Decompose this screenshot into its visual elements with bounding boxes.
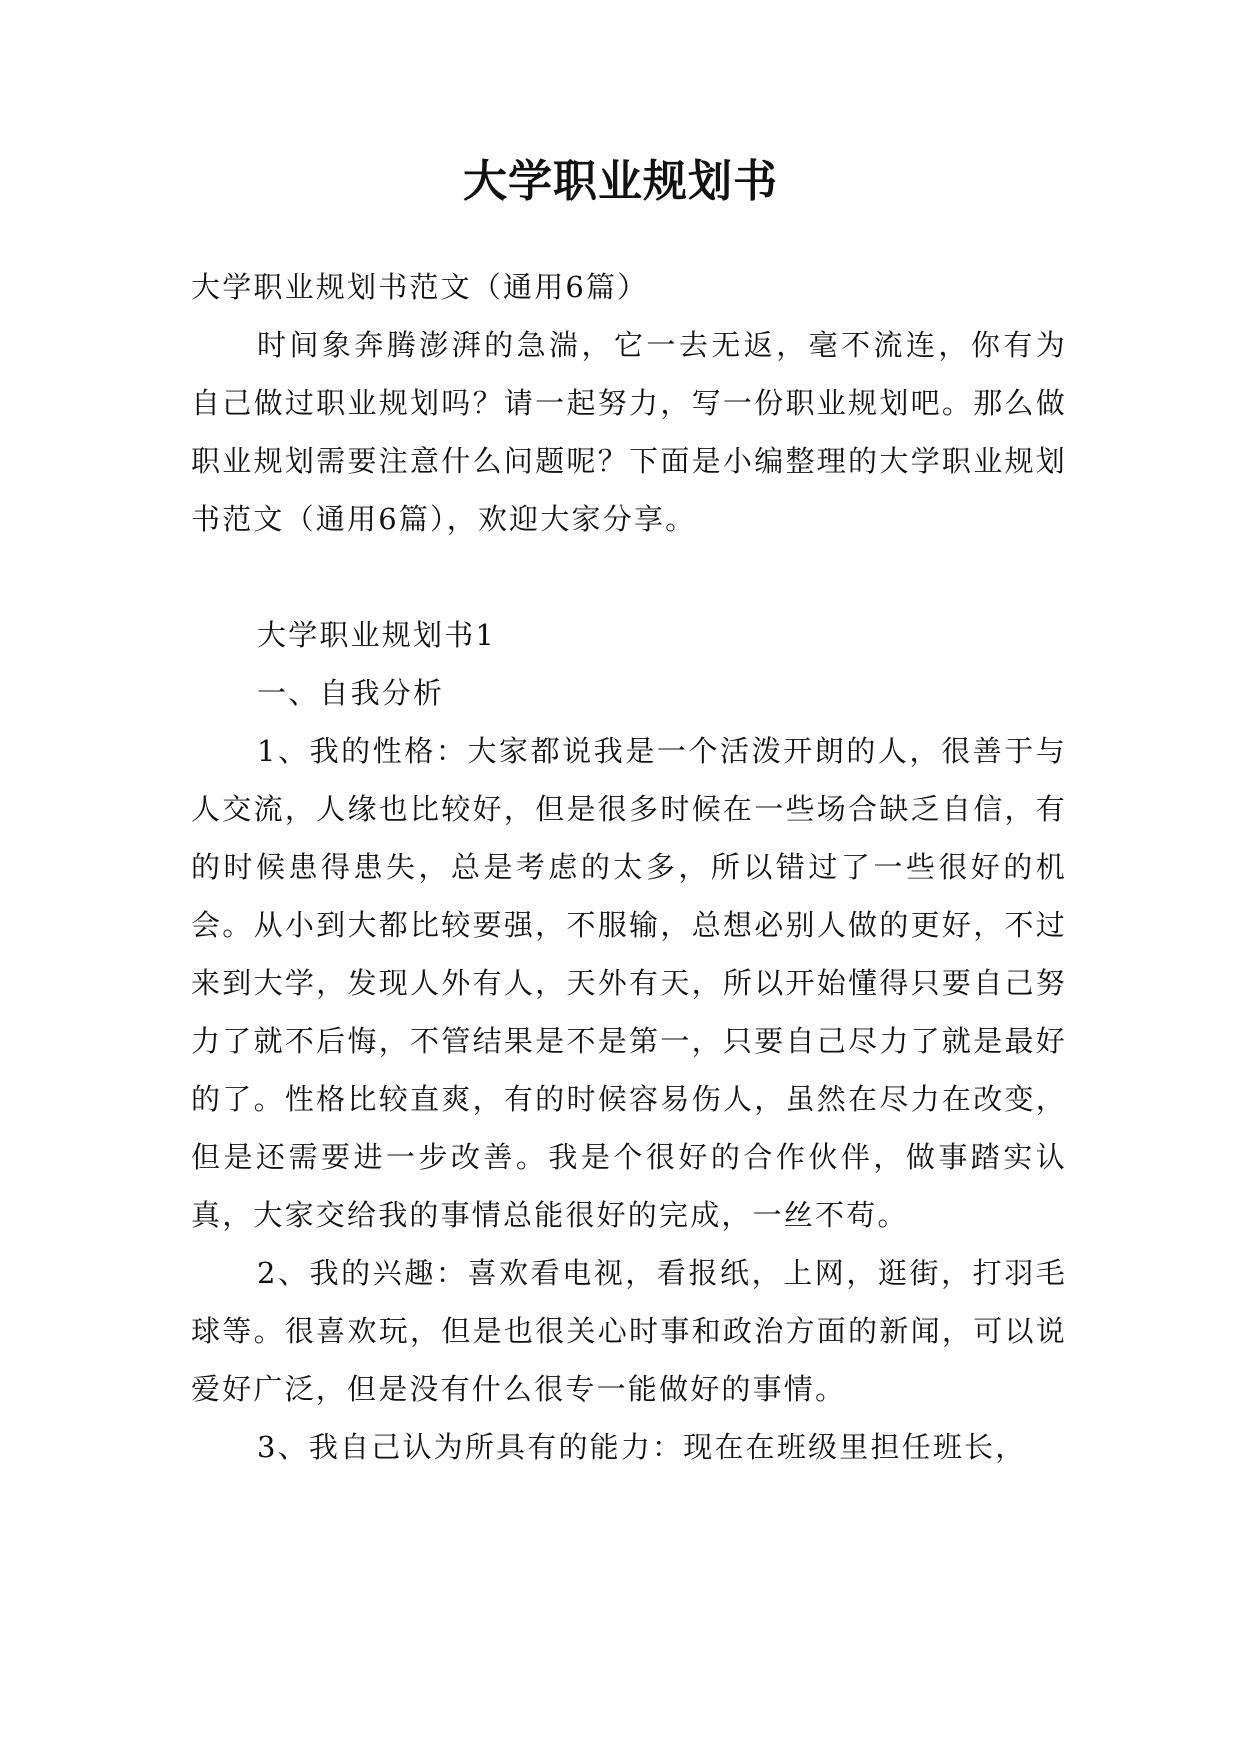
section-title: 大学职业规划书1 <box>257 618 497 652</box>
document-subtitle: 大学职业规划书范文（通用6篇） <box>191 270 649 304</box>
document-title: 大学职业规划书 <box>463 156 778 207</box>
paragraph-spacer <box>191 548 1067 606</box>
paragraph-abilities: 3、我自己认为所具有的能力：现在在班级里担任班长， <box>257 1430 1027 1464</box>
paragraph-personality: 1、我的性格：大家都说我是一个活泼开朗的人，很善于与人交流，人缘也比较好，但是很多时候在一些场合缺乏自信，有的时候患得患失，总是考虑的太多，所以错过了一些很好的机会。从小到大都比较要强，不服输，总想必别人做的更好，不过来到大学，发现人外有人，天外有天，所以开始懂得只要自己努力了就不后悔，不管结果是不是第一，只要自己尽力了就是最好的了。性格比较直爽，有的时候容易伤人，虽然在尽力在改变，但是还需要进一步改善。我是个很好的合作伙伴，做事踏实认真，大家交给我的事情总能很好的完成，一丝不苟。 <box>191 734 1067 1232</box>
paragraph-interests: 2、我的兴趣：喜欢看电视，看报纸，上网，逛街，打羽毛球等。很喜欢玩，但是也很关心时事和政治方面的新闻，可以说爱好广泛，但是没有什么很专一能做好的事情。 <box>191 1256 1067 1406</box>
document-body <box>191 258 1067 1476</box>
intro-paragraph: 时间象奔腾澎湃的急湍，它一去无返，毫不流连，你有为自己做过职业规划吗？请一起努力，写一份职业规划吧。那么做职业规划需要注意什么问题呢？下面是小编整理的大学职业规划书范文（通用6篇），欢迎大家分享。 <box>191 328 1067 536</box>
part-heading: 一、自我分析 <box>257 676 445 710</box>
